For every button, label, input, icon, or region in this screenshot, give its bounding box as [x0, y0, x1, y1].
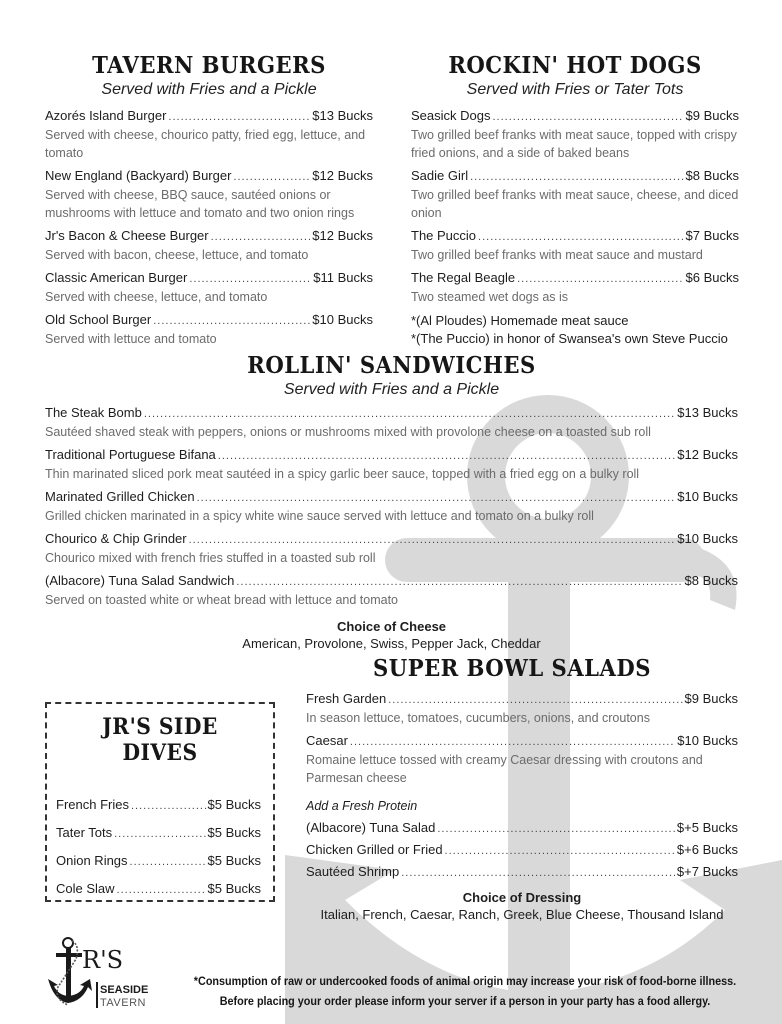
leader-dots [445, 843, 675, 860]
item-price: $13 Bucks [312, 108, 373, 123]
section-title: SUPER BOWL SALADS [373, 655, 651, 682]
menu-item [45, 572, 738, 609]
sandwiches-section [45, 352, 738, 651]
menu-item [45, 269, 373, 306]
item-name: The Puccio [411, 228, 477, 243]
leader-dots [517, 271, 683, 288]
menu-item [45, 404, 738, 441]
item-description: In season lettuce, tomatoes, cucumbers, onions, and croutons [306, 711, 650, 725]
item-name: The Steak Bomb [45, 405, 142, 420]
leader-dots [189, 532, 676, 549]
item-description: Two grilled beef franks with meat sauce, topped with crispy fried onions, and a side of baked beans [411, 128, 737, 160]
item-name: Cole Slaw [56, 881, 115, 896]
menu-item [56, 796, 261, 815]
leader-dots [437, 821, 675, 838]
leader-dots [401, 865, 675, 882]
item-name: Fresh Garden [306, 691, 387, 706]
item-description: Served with cheese, chourico patty, fried egg, lettuce, and tomato [45, 128, 366, 160]
protein-item [306, 819, 738, 838]
item-description: Two grilled beef franks with meat sauce, cheese, and diced onion [411, 188, 739, 220]
svg-text:R'S: R'S [82, 946, 124, 974]
item-price: $13 Bucks [677, 405, 738, 420]
item-description: Grilled chicken marinated in a spicy white wine sauce served with lettuce and tomato on a bulky roll [45, 509, 594, 523]
item-price: $11 Bucks [313, 270, 373, 285]
item-price: $9 Bucks [685, 108, 739, 123]
item-name: Marinated Grilled Chicken [45, 489, 195, 504]
item-name: The Regal Beagle [411, 270, 516, 285]
item-price: $+7 Bucks [676, 864, 738, 879]
item-price: $12 Bucks [312, 168, 373, 183]
allergy-disclaimer [178, 972, 751, 1012]
leader-dots [236, 574, 682, 591]
menu-item [45, 167, 373, 222]
menu-item [45, 446, 738, 483]
disclaimer-line-2: Before placing your order please inform your server if a person in your party has a food allergy. [219, 996, 711, 1008]
leader-dots [388, 692, 682, 709]
menu-item [45, 311, 373, 348]
item-name: New England (Backyard) Burger [45, 168, 232, 183]
menu-item [306, 690, 738, 727]
jrs-seaside-tavern-logo [46, 935, 156, 1013]
leader-dots [117, 882, 206, 899]
leader-dots [130, 854, 206, 871]
footnote: *(Al Ploudes) Homemade meat sauce [411, 313, 629, 328]
dressing-choice-list: Italian, French, Caesar, Ranch, Greek, Blue Cheese, Thousand Island [320, 907, 724, 922]
section-title: ROCKIN' HOT DOGS [448, 52, 702, 79]
leader-dots [189, 271, 311, 288]
menu-item [56, 880, 261, 899]
item-name: (Albacore) Tuna Salad [306, 820, 436, 835]
hotdogs-section [411, 52, 739, 348]
item-price: $10 Bucks [312, 312, 373, 327]
item-name: Sadie Girl [411, 168, 469, 183]
item-price: $+5 Bucks [676, 820, 738, 835]
item-name: French Fries [56, 797, 129, 812]
item-name: (Albacore) Tuna Salad Sandwich [45, 573, 235, 588]
item-price: $10 Bucks [677, 733, 738, 748]
item-price: $7 Bucks [685, 228, 739, 243]
item-price: $10 Bucks [677, 489, 738, 504]
item-price: $8 Bucks [685, 168, 739, 183]
protein-label: Add a Fresh Protein [306, 799, 418, 813]
salads-section [306, 655, 738, 922]
item-price: $5 Bucks [207, 881, 261, 896]
leader-dots [114, 826, 205, 843]
svg-text:TAVERN: TAVERN [100, 997, 146, 1009]
leader-dots [492, 109, 683, 126]
menu-item [411, 269, 739, 306]
item-description: Thin marinated sliced pork meat sautéed in a spicy garlic beer sauce, topped with a fried egg on a bulky roll [45, 467, 640, 481]
item-name: Classic American Burger [45, 270, 188, 285]
cheese-choice-list: American, Provolone, Swiss, Pepper Jack, Cheddar [242, 636, 541, 651]
item-price: $12 Bucks [677, 447, 738, 462]
leader-dots [478, 229, 683, 246]
item-description: Two grilled beef franks with meat sauce and mustard [411, 248, 703, 262]
menu-item [411, 167, 739, 222]
item-price: $5 Bucks [207, 825, 261, 840]
cheese-choice-title: Choice of Cheese [336, 619, 447, 634]
protein-item [306, 863, 738, 882]
svg-text:SEASIDE: SEASIDE [100, 984, 149, 996]
leader-dots [233, 169, 310, 186]
menu-item [56, 852, 261, 871]
section-title: TAVERN BURGERS [92, 52, 326, 79]
item-description: Served with cheese, BBQ sauce, sautéed onions or mushrooms with lettuce and tomato and two onion rings [45, 188, 355, 220]
item-price: $10 Bucks [677, 531, 738, 546]
item-price: $6 Bucks [685, 270, 739, 285]
item-price: $5 Bucks [207, 853, 261, 868]
item-price: $9 Bucks [684, 691, 738, 706]
item-name: Caesar [306, 733, 348, 748]
leader-dots [131, 798, 206, 815]
section-subtitle: Served with Fries or Tater Tots [466, 81, 684, 98]
leader-dots [211, 229, 311, 246]
item-name: Chourico & Chip Grinder [45, 531, 187, 546]
section-subtitle: Served with Fries and a Pickle [283, 381, 500, 398]
section-subtitle: Served with Fries and a Pickle [101, 81, 317, 98]
section-title: JR'S SIDE DIVES [102, 714, 218, 766]
item-description: Served with bacon, cheese, lettuce, and tomato [45, 248, 309, 262]
item-price: $8 Bucks [684, 573, 738, 588]
dressing-choice-title: Choice of Dressing [462, 890, 582, 905]
item-name: Sautéed Shrimp [306, 864, 400, 879]
menu-item [45, 227, 373, 264]
leader-dots [197, 490, 676, 507]
menu-item [45, 530, 738, 567]
footnote: *(The Puccio) in honor of Swansea's own Steve Puccio [411, 331, 728, 346]
anchor-logo-icon [46, 935, 156, 1013]
item-price: $+6 Bucks [676, 842, 738, 857]
menu-item [411, 227, 739, 264]
item-price: $5 Bucks [207, 797, 261, 812]
item-name: Seasick Dogs [411, 108, 491, 123]
sides-box [45, 702, 275, 902]
burgers-section [45, 52, 373, 348]
item-description: Sautéed shaved steak with peppers, onions or mushrooms mixed with provolone cheese on a toasted sub roll [45, 425, 651, 439]
leader-dots [470, 169, 683, 186]
leader-dots [153, 313, 310, 330]
leader-dots [144, 406, 675, 423]
protein-item [306, 841, 738, 860]
item-price: $12 Bucks [312, 228, 373, 243]
item-name: Old School Burger [45, 312, 152, 327]
menu-item [56, 824, 261, 843]
item-name: Jr's Bacon & Cheese Burger [45, 228, 209, 243]
menu-item [411, 107, 739, 162]
menu-item [45, 488, 738, 525]
item-description: Served with lettuce and tomato [45, 332, 217, 346]
leader-dots [218, 448, 676, 465]
item-name: Onion Rings [56, 853, 128, 868]
item-name: Traditional Portuguese Bifana [45, 447, 216, 462]
leader-dots [350, 734, 675, 751]
item-description: Two steamed wet dogs as is [411, 290, 569, 304]
menu-item [45, 107, 373, 162]
menu-item [306, 732, 738, 787]
disclaimer-line-1: *Consumption of raw or undercooked foods of animal origin may increase your risk of food-borne illness. [193, 976, 737, 988]
item-name: Azorés Island Burger [45, 108, 167, 123]
item-description: Served with cheese, lettuce, and tomato [45, 290, 268, 304]
section-title: ROLLIN' SANDWICHES [247, 352, 536, 379]
item-name: Chicken Grilled or Fried [306, 842, 443, 857]
item-name: Tater Tots [56, 825, 113, 840]
item-description: Served on toasted white or wheat bread with lettuce and tomato [45, 593, 398, 607]
leader-dots [168, 109, 310, 126]
item-description: Romaine lettuce tossed with creamy Caesar dressing with croutons and Parmesan cheese [306, 753, 703, 785]
item-description: Chourico mixed with french fries stuffed in a toasted sub roll [45, 551, 376, 565]
